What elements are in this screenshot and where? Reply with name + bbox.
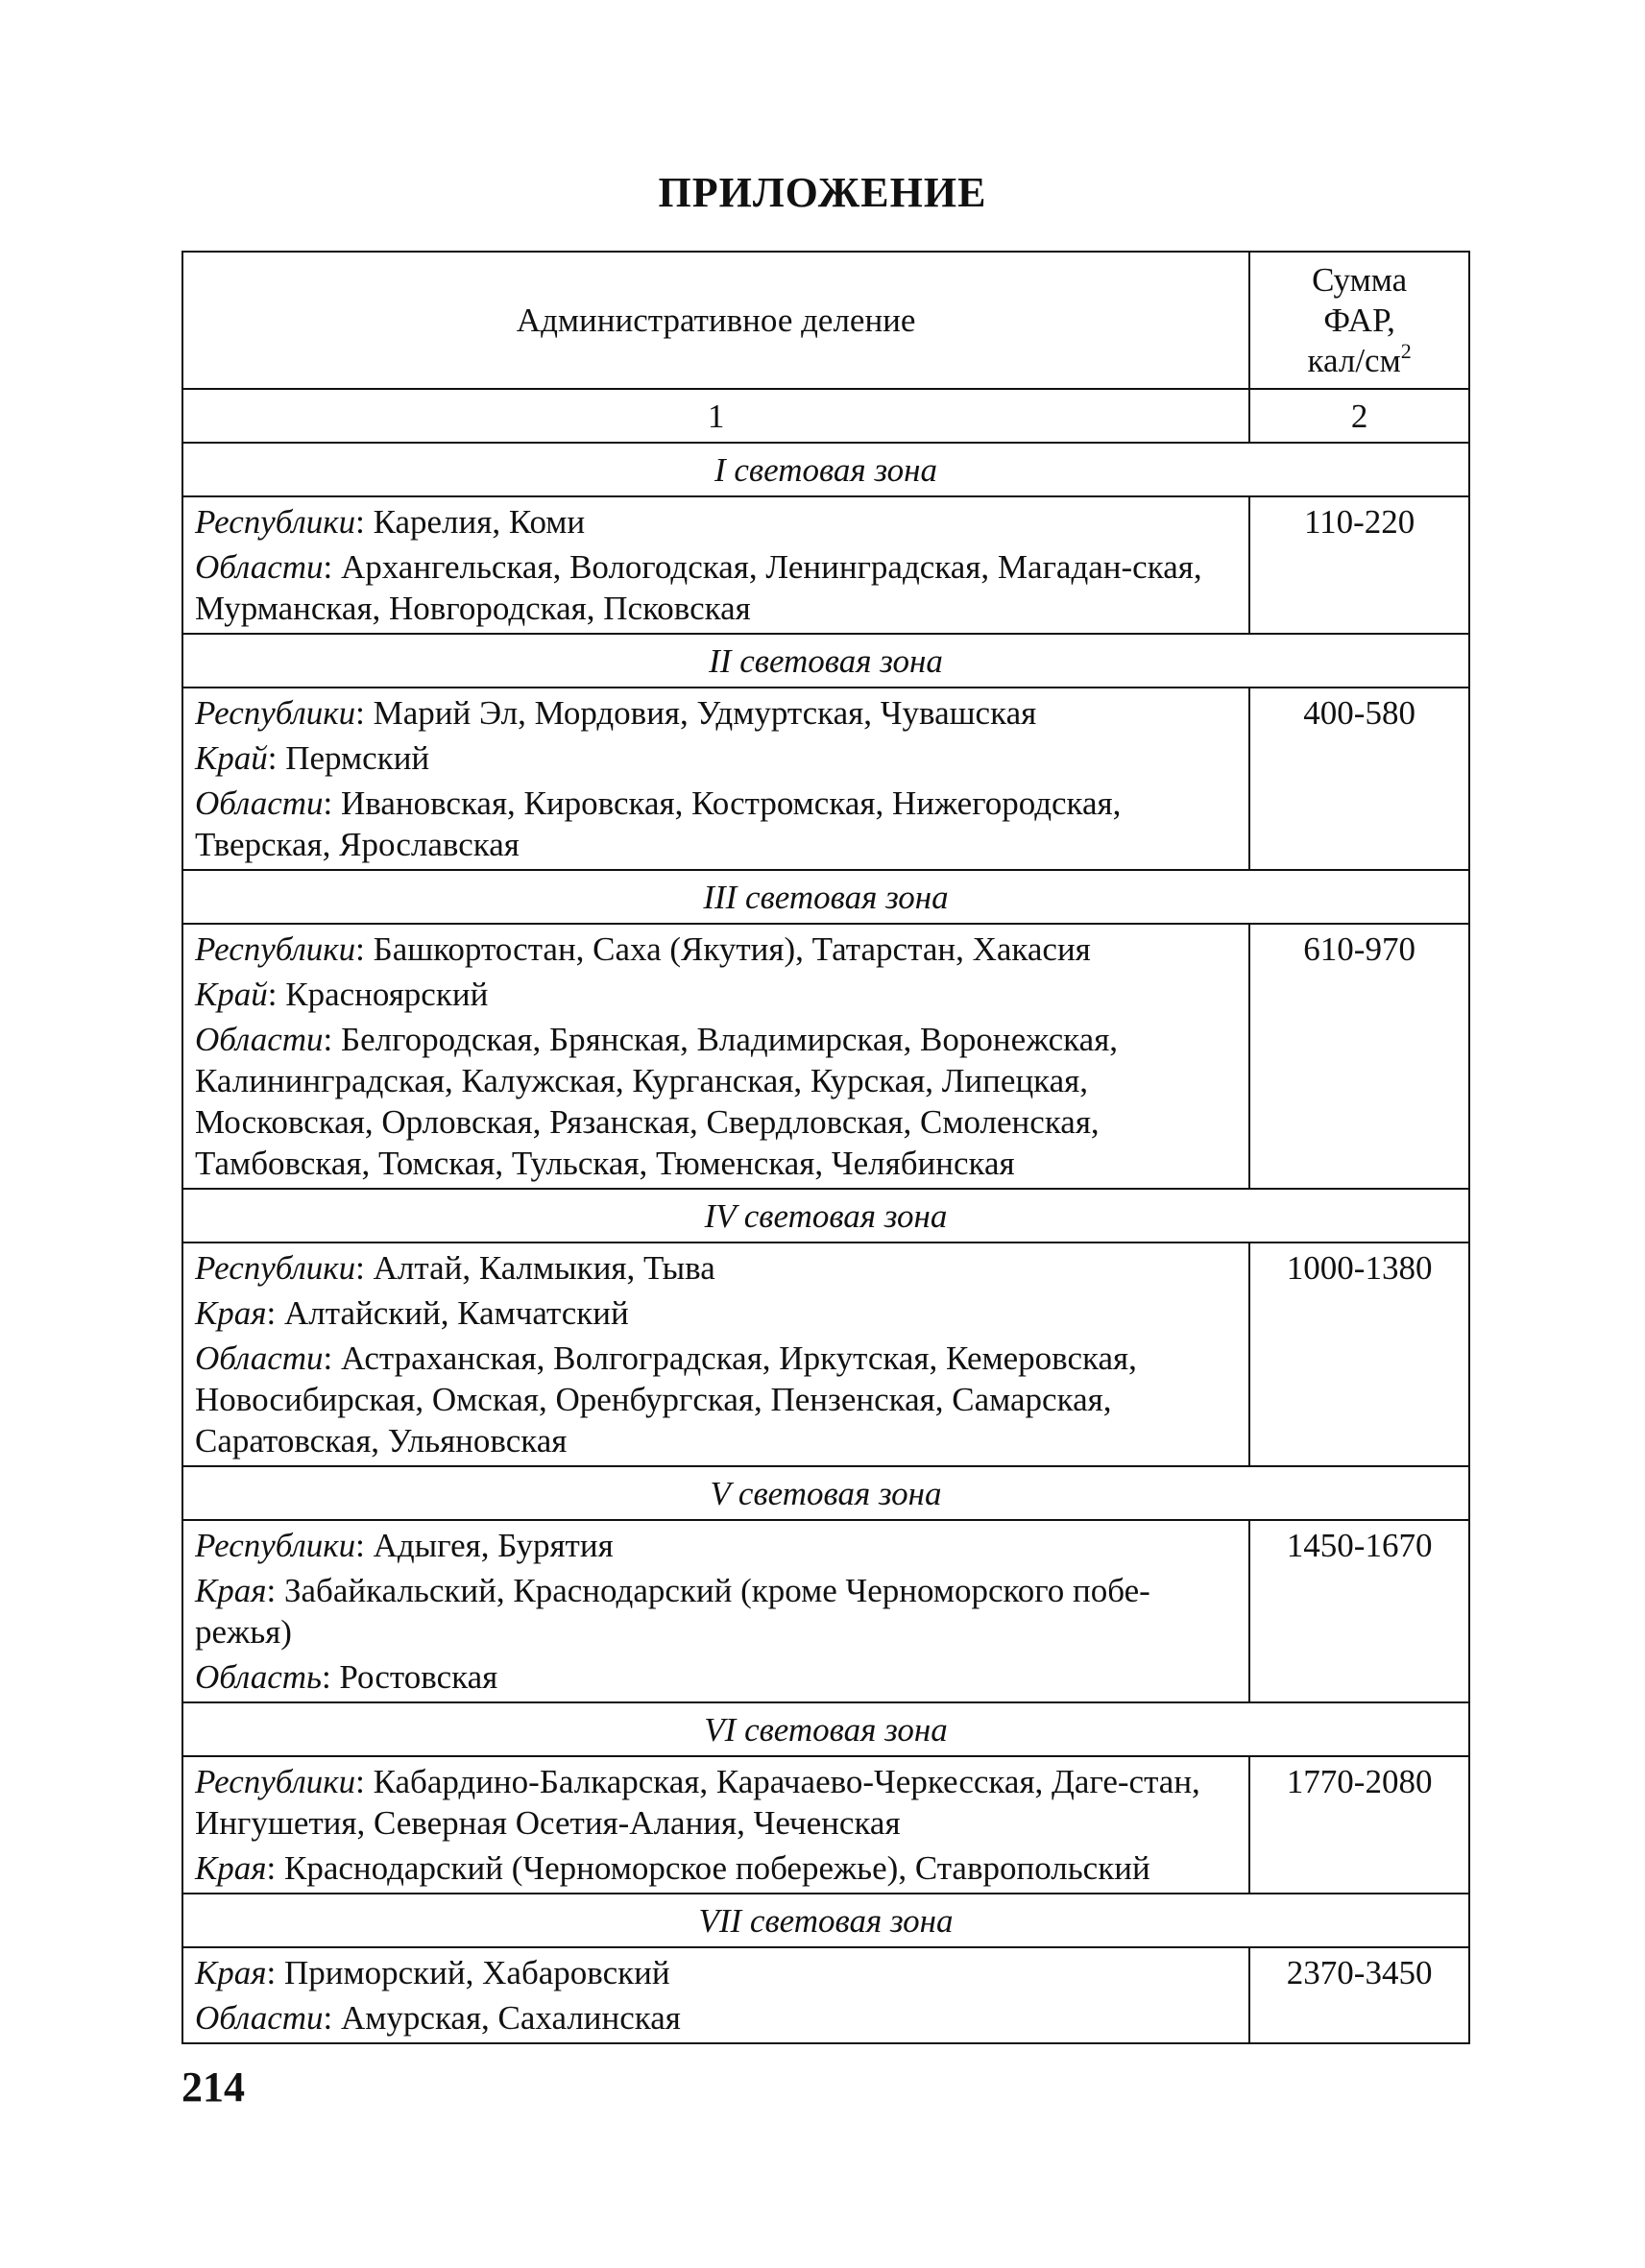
header-par-line1: Сумма — [1312, 260, 1408, 299]
region-line — [195, 1525, 1237, 1566]
region-list: : Забайкальский, Краснодарский (кроме Черноморского побе-режья) — [195, 1572, 1150, 1651]
region-line — [195, 1247, 1237, 1289]
region-line — [195, 1997, 1237, 2039]
region-line — [195, 1847, 1237, 1889]
region-list: : Кабардино-Балкарская, Карачаево-Черкесская, Даге-стан, Ингушетия, Северная Осетия-Алания, Чеченская — [195, 1763, 1200, 1842]
region-line — [195, 1019, 1237, 1184]
zone-regions — [182, 1756, 1249, 1894]
region-list: : Адыгея, Бурятия — [355, 1527, 614, 1564]
zone-header-row — [182, 1466, 1469, 1520]
region-type-label: Республики — [195, 1763, 356, 1800]
zone-par-value: 1450-1670 — [1249, 1520, 1469, 1702]
column-number-1: 1 — [182, 389, 1249, 443]
zone-header-row — [182, 870, 1469, 924]
page-number: 214 — [181, 2063, 245, 2111]
zone-regions — [182, 924, 1249, 1189]
region-line — [195, 1338, 1237, 1461]
region-line — [195, 929, 1237, 970]
zone-par-value: 2370-3450 — [1249, 1947, 1469, 2043]
zone-par-value: 110-220 — [1249, 496, 1469, 634]
region-list: : Ивановская, Кировская, Костромская, Нижегородская, Тверская, Ярославская — [195, 784, 1122, 863]
region-line — [195, 546, 1237, 629]
region-line — [195, 974, 1237, 1015]
region-type-label: Края — [195, 1294, 267, 1332]
region-line — [195, 1952, 1237, 1993]
region-list: : Башкортостан, Саха (Якутия), Татарстан, Хакасия — [355, 930, 1091, 968]
region-type-label: Край — [195, 739, 268, 777]
region-list: : Марий Эл, Мордовия, Удмуртская, Чувашская — [355, 694, 1037, 732]
region-type-label: Республики — [195, 1249, 356, 1287]
zone-header-row — [182, 1894, 1469, 1947]
region-type-label: Области — [195, 1021, 324, 1058]
zone-content-row — [182, 496, 1469, 634]
zone-title: VI световая зона — [182, 1702, 1469, 1756]
zone-title: II световая зона — [182, 634, 1469, 688]
region-type-label: Республики — [195, 1527, 356, 1564]
region-line — [195, 1292, 1237, 1334]
zone-regions — [182, 496, 1249, 634]
zone-header-row — [182, 634, 1469, 688]
header-par-line2: ФАР, — [1323, 301, 1395, 339]
zone-content-row — [182, 1243, 1469, 1466]
zone-content-row — [182, 1756, 1469, 1894]
region-type-label: Республики — [195, 503, 356, 541]
region-list: : Карелия, Коми — [355, 503, 586, 541]
region-list: : Астраханская, Волгоградская, Иркутская, Кемеровская, Новосибирская, Омская, Оренбургская, Пензенская, Самарская, Саратовская, Ульяновская — [195, 1339, 1137, 1460]
zone-title: I световая зона — [182, 443, 1469, 496]
region-type-label: Края — [195, 1849, 267, 1887]
header-admin-division: Административное деление — [182, 252, 1249, 389]
zone-par-value: 400-580 — [1249, 688, 1469, 870]
region-list: : Алтай, Калмыкия, Тыва — [355, 1249, 715, 1287]
zone-title: VII световая зона — [182, 1894, 1469, 1947]
page-title: ПРИЛОЖЕНИЕ — [658, 169, 987, 216]
zone-par-value: 1000-1380 — [1249, 1243, 1469, 1466]
zone-title: III световая зона — [182, 870, 1469, 924]
zone-regions — [182, 688, 1249, 870]
region-line — [195, 692, 1237, 734]
zones-table — [181, 251, 1470, 2044]
region-line — [195, 1656, 1237, 1698]
zone-par-value: 610-970 — [1249, 924, 1469, 1189]
region-list: : Амурская, Сахалинская — [323, 1999, 681, 2037]
zone-content-row — [182, 924, 1469, 1189]
zone-par-value: 1770-2080 — [1249, 1756, 1469, 1894]
region-list: : Белгородская, Брянская, Владимирская, Воронежская, Калининградская, Калужская, Курганская, Курская, Липецкая, Московская, Орловская, Рязанская, Свердловская, Смоленская, Тамбовская, Томская, Тульская, Тюменская, Челябинская — [195, 1021, 1119, 1182]
zone-title: V световая зона — [182, 1466, 1469, 1520]
region-list: : Пермский — [267, 739, 430, 777]
region-list: : Алтайский, Камчатский — [266, 1294, 629, 1332]
region-type-label: Края — [195, 1572, 267, 1609]
region-type-label: Области — [195, 1999, 324, 2037]
region-line — [195, 1570, 1237, 1653]
zone-content-row — [182, 1947, 1469, 2043]
zone-content-row — [182, 1520, 1469, 1702]
region-type-label: Области — [195, 1339, 324, 1377]
zone-header-row — [182, 1189, 1469, 1243]
region-list: : Ростовская — [321, 1658, 498, 1696]
zone-regions — [182, 1947, 1249, 2043]
region-type-label: Республики — [195, 694, 356, 732]
header-par-line3: кал/см — [1307, 341, 1401, 379]
header-par-sum — [1249, 252, 1469, 389]
region-line — [195, 737, 1237, 779]
region-type-label: Области — [195, 548, 324, 586]
header-par-sup: 2 — [1400, 338, 1412, 363]
zone-title: IV световая зона — [182, 1189, 1469, 1243]
region-line — [195, 1761, 1237, 1844]
zone-header-row — [182, 1702, 1469, 1756]
region-type-label: Республики — [195, 930, 356, 968]
header-row — [182, 252, 1469, 389]
column-number-2: 2 — [1249, 389, 1469, 443]
region-list: : Красноярский — [267, 976, 489, 1013]
zone-regions — [182, 1243, 1249, 1466]
zone-header-row — [182, 443, 1469, 496]
region-type-label: Края — [195, 1954, 267, 1991]
zone-regions — [182, 1520, 1249, 1702]
region-list: : Приморский, Хабаровский — [266, 1954, 670, 1991]
region-line — [195, 501, 1237, 543]
column-number-row — [182, 389, 1469, 443]
region-type-label: Области — [195, 784, 324, 822]
region-type-label: Область — [195, 1658, 322, 1696]
region-type-label: Край — [195, 976, 268, 1013]
region-list: : Архангельская, Вологодская, Ленинградская, Магадан-ская, Мурманская, Новгородская, Псковская — [195, 548, 1202, 627]
zone-content-row — [182, 688, 1469, 870]
region-list: : Краснодарский (Черноморское побережье), Ставропольский — [266, 1849, 1150, 1887]
region-line — [195, 783, 1237, 865]
